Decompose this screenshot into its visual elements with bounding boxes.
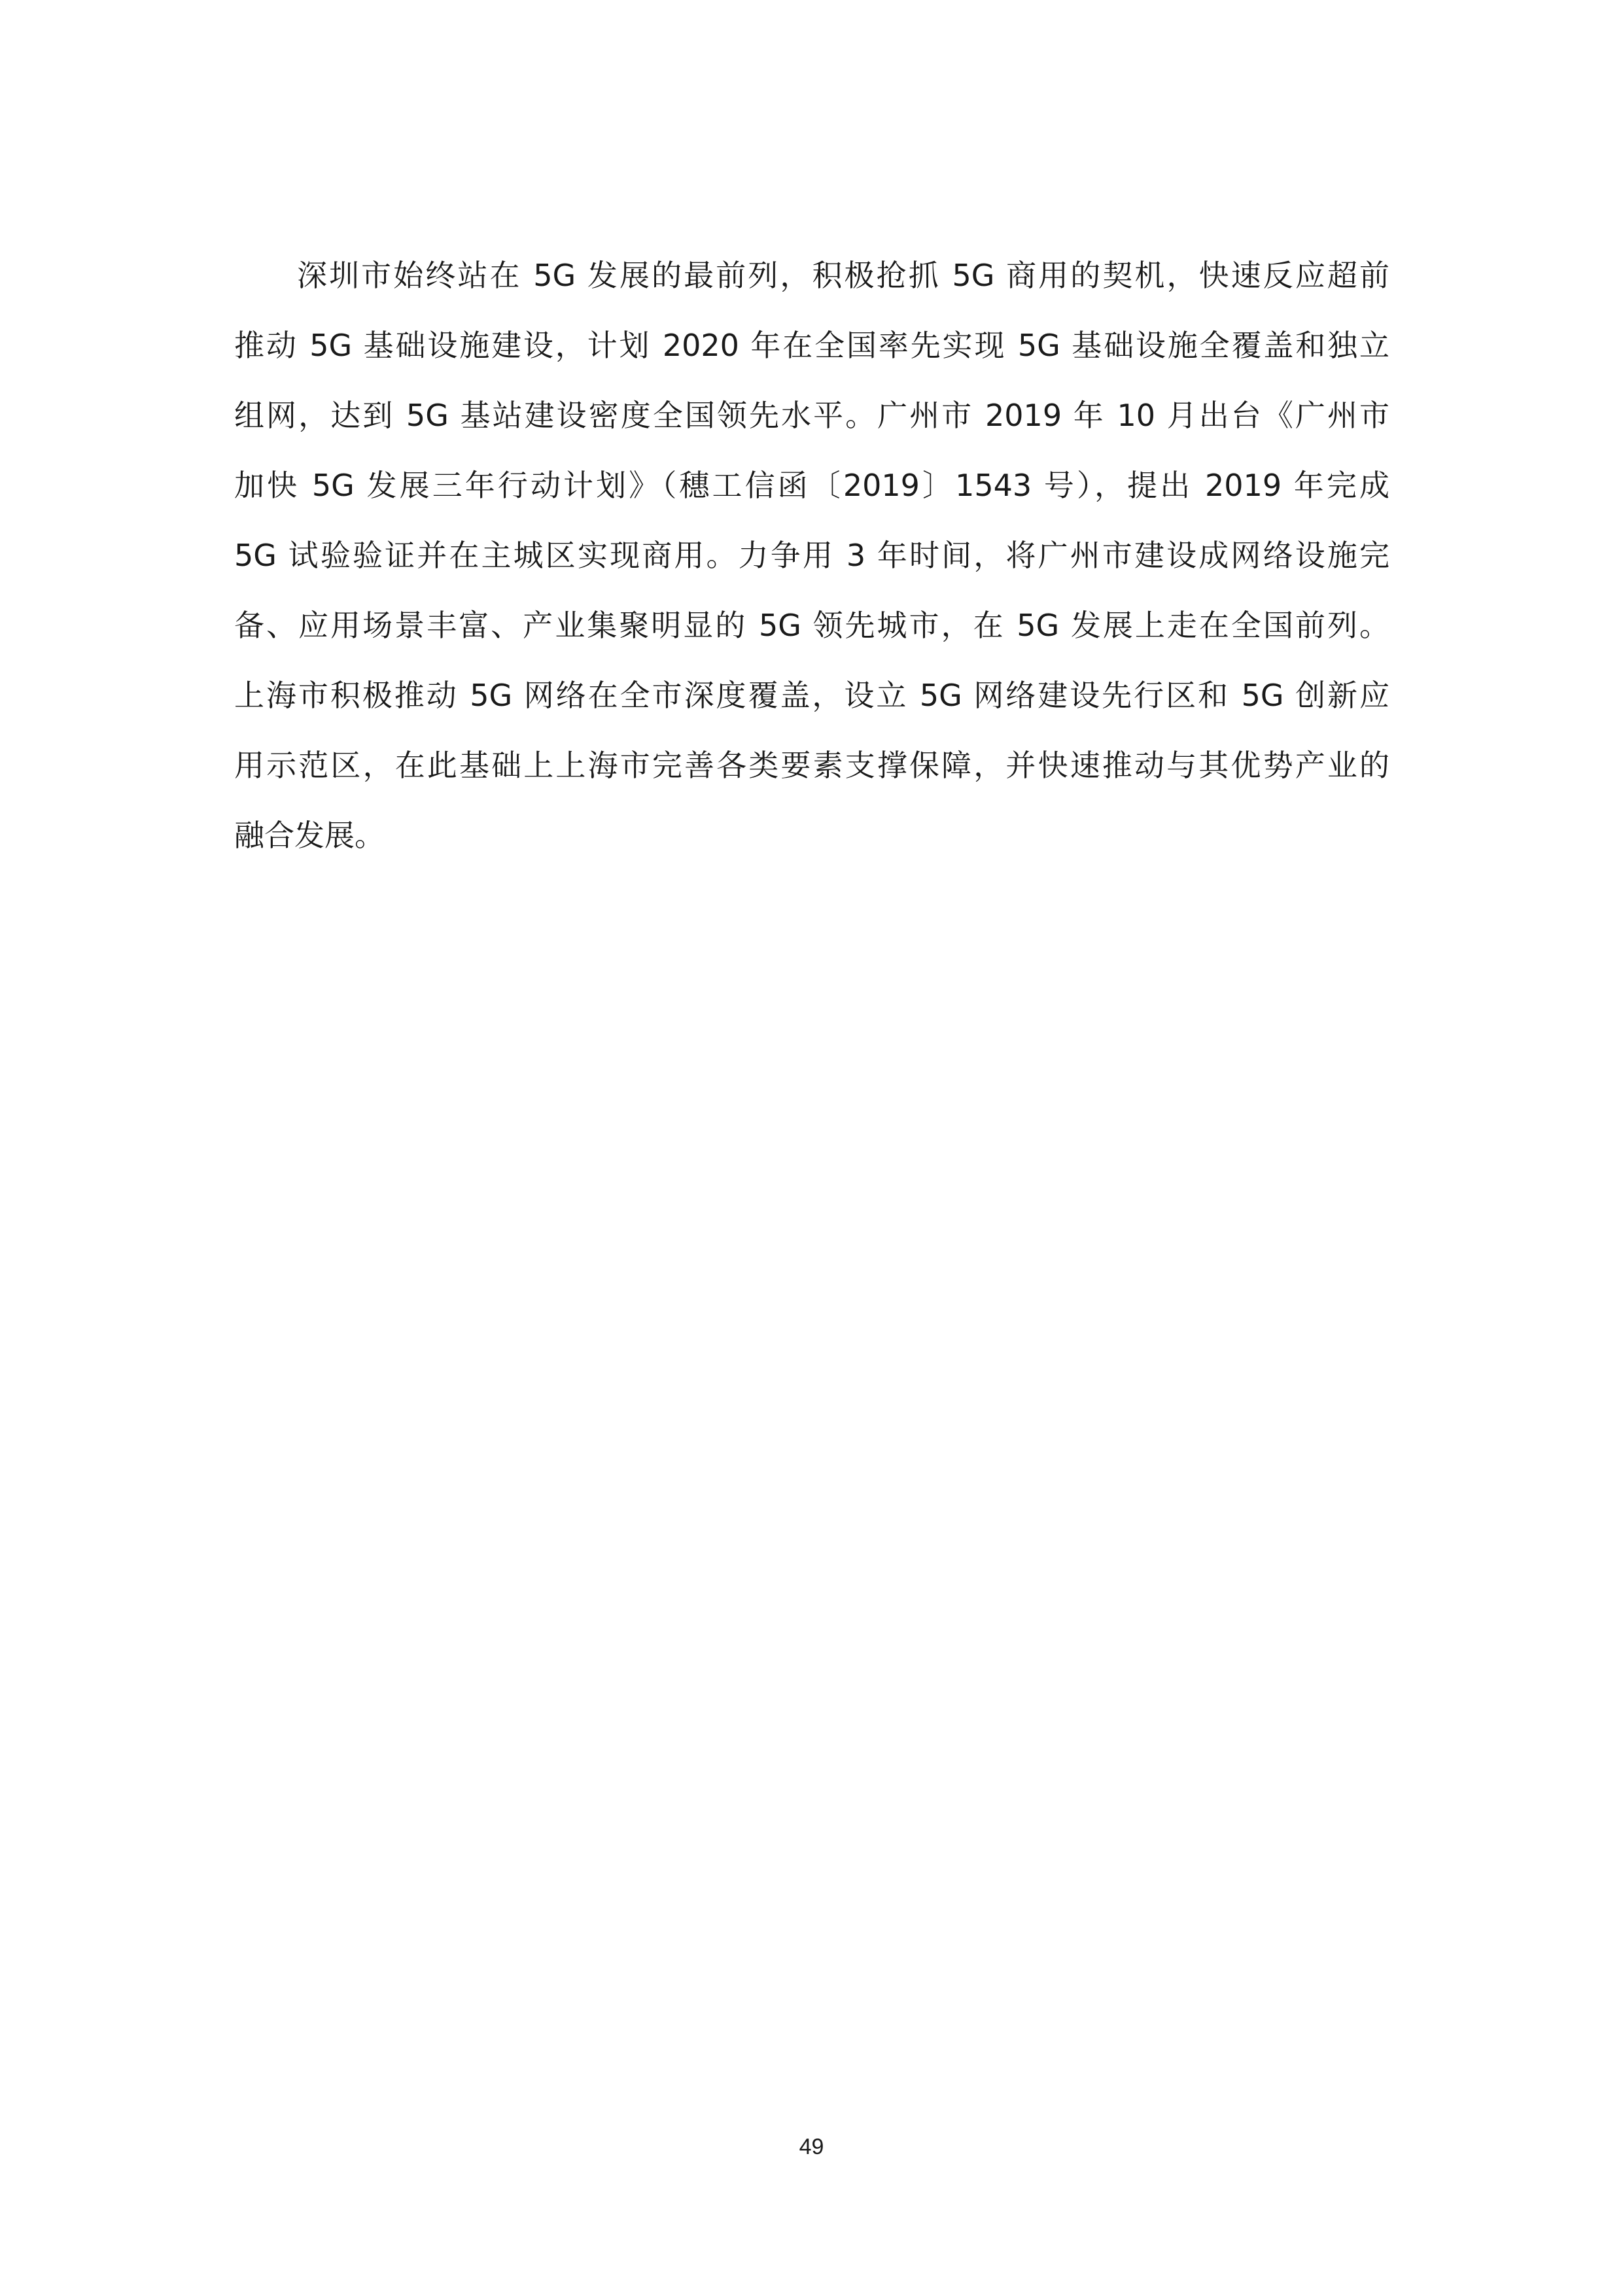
paragraph-line: 备、应用场景丰富、产业集聚明显的 5G 领先城市，在 5G 发展上走在全国前列。 bbox=[234, 608, 1389, 643]
paragraph-line: 上海市积极推动 5G 网络在全市深度覆盖，设立 5G 网络建设先行区和 5G 创新应 bbox=[234, 678, 1389, 713]
paragraph-line: 深圳市始终站在 5G 发展的最前列，积极抢抓 5G 商用的契机，快速反应超前 bbox=[297, 258, 1389, 293]
paragraph-line: 加快 5G 发展三年行动计划》（穗工信函〔2019〕1543 号），提出 2019 年完成 bbox=[234, 468, 1389, 503]
paragraph-line: 组网，达到 5G 基站建设密度全国领先水平。广州市 2019 年 10 月出台《广州市 bbox=[234, 398, 1389, 433]
paragraph-line: 用示范区，在此基础上上海市完善各类要素支撑保障，并快速推动与其优势产业的 bbox=[234, 748, 1389, 783]
paragraph-line: 融合发展。 bbox=[234, 818, 385, 853]
paragraph-line: 5G 试验验证并在主城区实现商用。力争用 3 年时间，将广州市建设成网络设施完 bbox=[234, 538, 1389, 573]
body-paragraph bbox=[234, 241, 1389, 871]
page-number: 49 bbox=[799, 2134, 824, 2159]
paragraph-line: 推动 5G 基础设施建设，计划 2020 年在全国率先实现 5G 基础设施全覆盖和独立 bbox=[234, 328, 1389, 363]
